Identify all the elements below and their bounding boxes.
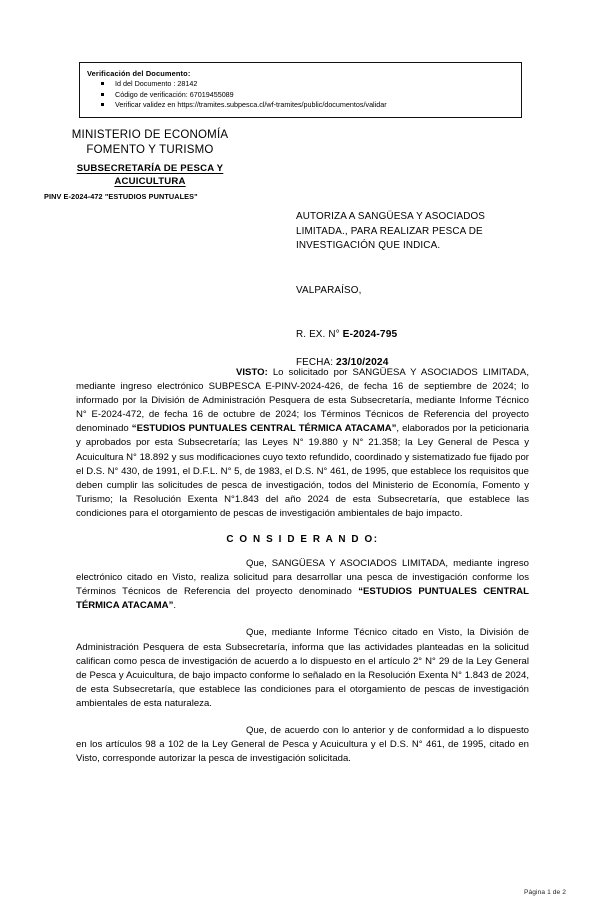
verification-item-label: Verificar validez en https://tramites.subpesca.cl/wf-tramites/public/documentos/validar	[115, 100, 387, 109]
date-label: FECHA:	[296, 356, 334, 368]
visto-text-1: Lo solicitado por SANGÜESA Y ASOCIADOS LIMITADA, mediante ingreso electrónico SUBPESCA E-PINV-2024-426, de fecha 16 de septiembre de 2024; lo informado por la División de Administración Pesquera de esta Subsecretaría, mediante Informe Técnico N° E-2024-472, de fecha 16 de octubre de 2024; los Términos Técnicos de Referencia del proyecto denominado	[76, 367, 529, 435]
date-value: 23/10/2024	[336, 356, 389, 368]
paragraph-considerando-1	[76, 557, 529, 613]
heading-block	[296, 210, 534, 370]
paragraph-considerando-3	[76, 724, 529, 766]
considerando-3-text: Que, de acuerdo con lo anterior y de conformidad a lo dispuesto en los artículos 98 a 102 de la Ley General de Pesca y Acuicultura y el D.S. N° 461, de 1995, citado en Visto, corresponde autorizar la pesca de investigación solicitada.	[76, 724, 529, 765]
verification-title: Verificación del Documento:	[87, 69, 191, 78]
verification-item-code	[87, 90, 515, 101]
verification-list	[87, 79, 515, 111]
bullet-icon	[101, 93, 104, 96]
subsecretaria-line-1: SUBSECRETARÍA DE PESCA Y	[76, 163, 224, 174]
considerando-1-project-name: “ESTUDIOS PUNTUALES CENTRAL TÉRMICA ATACAMA”	[76, 586, 530, 612]
page-indicator: Página 1 de 2	[524, 889, 566, 896]
verification-item-label: Código de verificación: 67019455089	[115, 89, 234, 99]
ministry-line-1: MINISTERIO DE ECONOMÍA	[71, 129, 229, 141]
visto-project-name: “ESTUDIOS PUNTUALES CENTRAL TÉRMICA ATACAMA”	[131, 423, 397, 435]
bullet-icon	[101, 82, 104, 85]
ministry-line-2: FOMENTO Y TURISMO	[86, 144, 214, 156]
paragraph-considerando-2	[76, 626, 529, 711]
masthead	[44, 128, 256, 202]
verification-box	[79, 62, 522, 118]
considerando-2-text: Que, mediante Informe Técnico citado en Visto, la División de Administración Pesquera de esta Subsecretaría, informa que las actividades planteadas en la solicitud califican como pesca de investigación de acuerdo a lo dispuesto en el artículo 2° N° 29 de la Ley General de Pesca y Acuicultura, de bajo impacto conforme lo señalado en la Resolución Exenta N° 1.843 de 2024, de esta Subsecretaría, que establece las condiciones para el otorgamiento de pescas de investigación ambientales de esta naturaleza.	[76, 627, 529, 709]
bullet-icon	[101, 103, 104, 106]
resolution-number: E-2024-795	[342, 328, 398, 340]
verification-item-url	[87, 100, 515, 111]
document-body	[76, 366, 529, 779]
subsecretaria-heading	[44, 163, 256, 188]
issue-city: VALPARAÍSO,	[296, 284, 362, 296]
subsecretaria-line-2: ACUICULTURA	[114, 175, 186, 187]
considerando-1-text-a: Que, SANGÜESA Y ASOCIADOS LIMITADA, mediante ingreso electrónico citado en Visto, realiza solicitud para desarrollar una pesca de investigación conforme los Términos Técnicos de Referencia del proyecto denominado	[76, 558, 529, 598]
verification-item-label: Id del Documento : 28142	[115, 79, 198, 88]
pinv-code: PINV E-2024-472 "ESTUDIOS PUNTUALES"	[44, 192, 198, 201]
visto-label: VISTO:	[236, 367, 268, 378]
resolution-line	[296, 328, 534, 342]
resolution-label: R. EX. N°	[296, 328, 340, 340]
verification-item-document-id	[87, 79, 515, 90]
considerando-1-text-b: .	[173, 600, 177, 612]
paragraph-visto	[76, 366, 529, 521]
document-subject: AUTORIZA A SANGÜESA Y ASOCIADOS LIMITADA., PARA REALIZAR PESCA DE INVESTIGACIÓN QUE INDICA.	[296, 211, 486, 251]
considerando-heading: C O N S I D E R A N D O:	[226, 534, 379, 546]
visto-text-2: , elaborados por la peticionaria y aprobados por esta Subsecretaría; las Leyes N° 19.880 y N° 21.358; la Ley General de Pesca y Acuicultura N° 18.892 y sus modificaciones cuyo texto refundido, coordinado y sistematizado fue fijado por el D.S. N° 430, de 1991, el D.F.L. N° 5, de 1983, el D.S. N° 461, de 1995, que establece los requisitos que deben cumplir las solicitudes de pesca de investigación, todos del Ministerio de Economía, Fomento y Turismo; la Resolución Exenta N°1.843 del año 2024 de esta Subsecretaría, que establece las condiciones para el otorgamiento de pescas de investigación ambientales de bajo impacto.	[76, 423, 529, 519]
